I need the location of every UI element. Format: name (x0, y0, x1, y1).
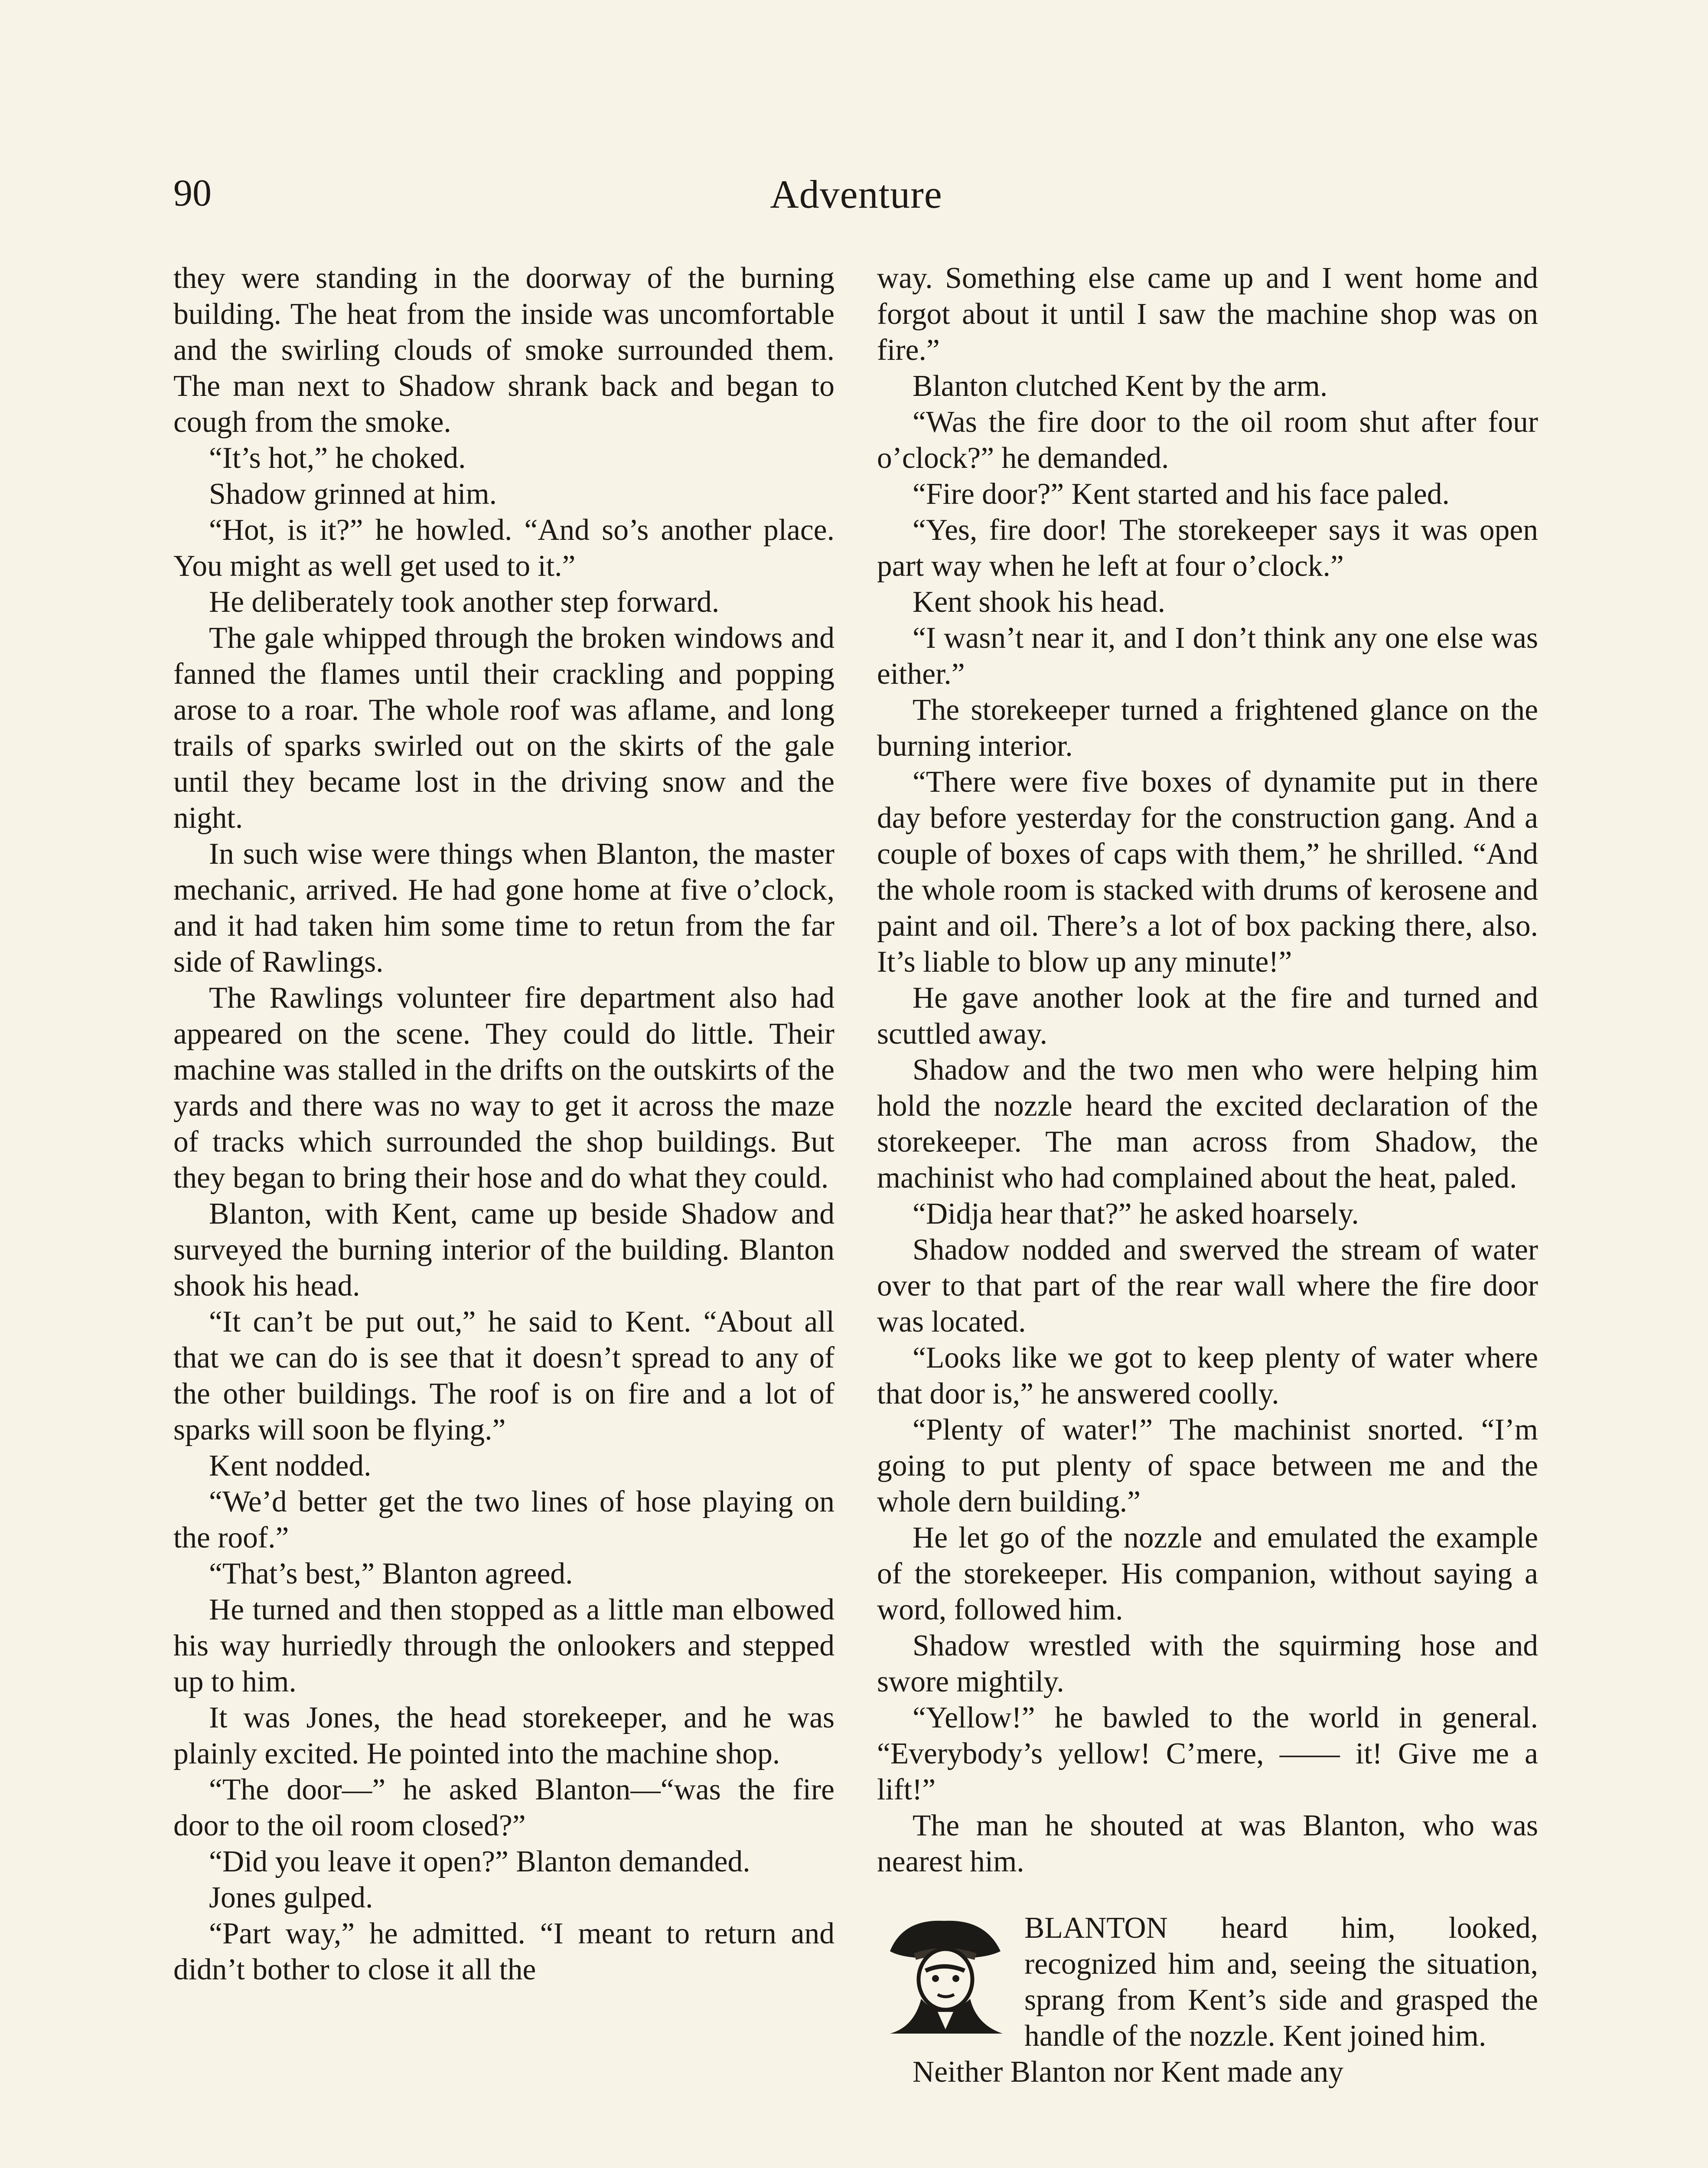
paragraph: He deliberately took another step forward. (209, 585, 720, 619)
paragraph: “Part way,” he admitted. “I meant to return and didn’t bother to close it all the (173, 1917, 834, 1986)
paragraph: “We’d better get the two lines of hose playing on the roof.” (173, 1485, 834, 1554)
paragraph: Blanton clutched Kent by the arm. (913, 369, 1328, 403)
paragraph: they were standing in the doorway of the burning building. The heat from the inside was uncomfortable and the swirling clouds of smoke surrounded them. The man next to Shadow shrank back and began to cough from the smoke. (173, 261, 834, 439)
paragraph: He gave another look at the fire and turned and scuttled away. (877, 981, 1538, 1051)
paragraph: Neither Blanton nor Kent made any (913, 2055, 1343, 2089)
paragraph: “Did you leave it open?” Blanton demanded. (209, 1845, 750, 1878)
page-header (173, 171, 1539, 232)
paragraph: Kent shook his head. (913, 585, 1165, 619)
paragraph: The Rawlings volunteer fire department also had appeared on the scene. They could do little. Their machine was stalled in the drifts on the outskirts of the yards and there was no way to get it across the maze of tracks which surrounded the shop buildings. But they began to bring their hose and do what they could. (173, 981, 834, 1195)
paragraph: “It can’t be put out,” he said to Kent. “About all that we can do is see that it doesn’t spread to any of the other buildings. The roof is on fire and a lot of sparks will soon be flying.” (173, 1305, 834, 1446)
paragraph: The man he shouted at was Blanton, who was nearest him. (877, 1809, 1538, 1878)
right-column (877, 260, 1538, 2090)
paragraph: Kent nodded. (209, 1449, 372, 1482)
page-number: 90 (173, 172, 212, 214)
paragraph: The storekeeper turned a frightened glance on the burning interior. (877, 693, 1538, 763)
left-column (173, 260, 834, 1988)
paragraph: “Was the fire door to the oil room shut after four o’clock?” he demanded. (877, 405, 1538, 475)
section-paragraph: BLANTON heard him, looked, recognized him and, seeing the situation, sprang from Kent’s side and grasped the handle of the nozzle. Kent joined him. (1024, 1911, 1538, 2053)
paragraph: Shadow grinned at him. (209, 477, 497, 511)
paragraph: “Plenty of water!” The machinist snorted. “I’m going to put plenty of space between me and the whole dern building.” (877, 1413, 1538, 1518)
section-break (877, 1910, 1538, 2090)
paragraph: “The door—” he asked Blanton—“was the fire door to the oil room closed?” (173, 1773, 834, 1842)
paragraph: Shadow wrestled with the squirming hose and swore mightily. (877, 1629, 1538, 1698)
paragraph: “There were five boxes of dynamite put in there day before yesterday for the construction gang. And a couple of boxes of caps with them,” he shrilled. “And the whole room is stacked with drums of kerosene and paint and oil. There’s a lot of box packing there, also. It’s liable to blow up any minute!” (877, 765, 1538, 979)
cowboy-portrait-icon (877, 1910, 1016, 2036)
paragraph: The gale whipped through the broken windows and fanned the flames until their crackling and popping arose to a roar. The whole roof was aflame, and long trails of sparks swirled out on the skirts of the gale until they became lost in the driving snow and the night. (173, 621, 834, 835)
paragraph: “Yellow!” he bawled to the world in general. “Everybody’s yellow! C’mere, —— it! Give me a lift!” (877, 1701, 1538, 1806)
paragraph: Shadow and the two men who were helping him hold the nozzle heard the excited declaration of the storekeeper. The man across from Shadow, the machinist who had complained about the heat, paled. (877, 1053, 1538, 1195)
paragraph: Blanton, with Kent, came up beside Shadow and surveyed the burning interior of the building. Blanton shook his head. (173, 1197, 834, 1303)
page-title: Adventure (770, 172, 942, 216)
paragraph: “Didja hear that?” he asked hoarsely. (913, 1197, 1359, 1231)
paragraph: “Hot, is it?” he howled. “And so’s another place. You might as well get used to it.” (173, 513, 834, 583)
paragraph: way. Something else came up and I went home and forgot about it until I saw the machine shop was on fire.” (877, 261, 1538, 367)
paragraph: He let go of the nozzle and emulated the example of the storekeeper. His companion, without saying a word, followed him. (877, 1521, 1538, 1626)
paragraph: He turned and then stopped as a little man elbowed his way hurriedly through the onlookers and stepped up to him. (173, 1593, 834, 1698)
paragraph: “I wasn’t near it, and I don’t think any one else was either.” (877, 621, 1538, 691)
paragraph: “Yes, fire door! The storekeeper says it was open part way when he left at four o’clock.” (877, 513, 1538, 583)
paragraph: “It’s hot,” he choked. (209, 441, 466, 475)
paragraph: Shadow nodded and swerved the stream of water over to that part of the rear wall where the fire door was located. (877, 1233, 1538, 1339)
paragraph: “Looks like we got to keep plenty of water where that door is,” he answered coolly. (877, 1341, 1538, 1411)
paragraph: It was Jones, the head storekeeper, and he was plainly excited. He pointed into the machine shop. (173, 1701, 834, 1770)
paragraph: “Fire door?” Kent started and his face paled. (913, 477, 1450, 511)
paragraph: Jones gulped. (209, 1881, 373, 1914)
paragraph: “That’s best,” Blanton agreed. (209, 1557, 573, 1590)
paragraph: In such wise were things when Blanton, the master mechanic, arrived. He had gone home at five o’clock, and it had taken him some time to retun from the far side of Rawlings. (173, 837, 834, 979)
